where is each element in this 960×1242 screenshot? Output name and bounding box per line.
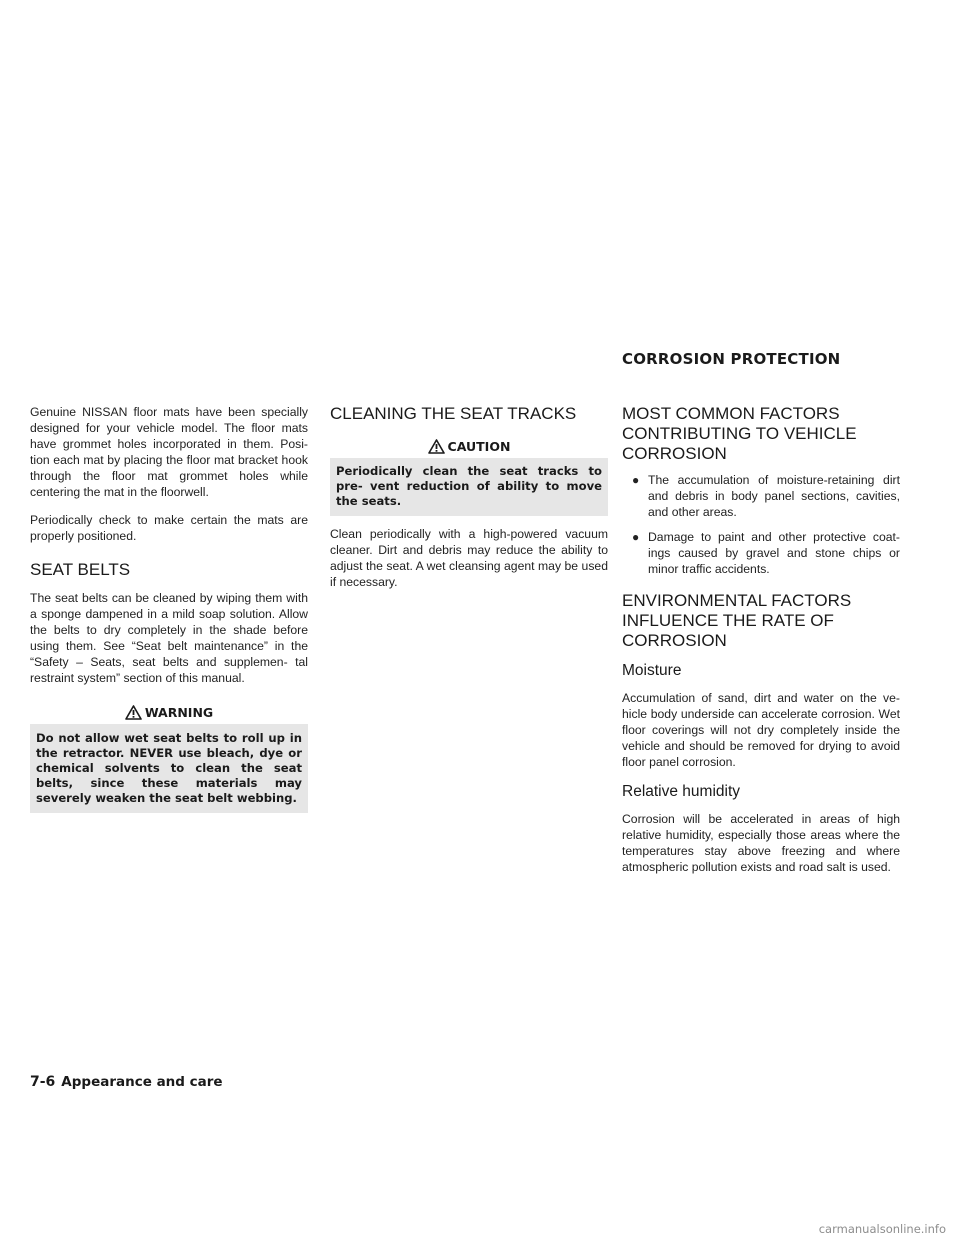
moisture-paragraph: Accumulation of sand, dirt and water on the ve- hicle body underside can accelerate corrosion. Wet floor coverings will not dry completely inside the vehicle and should be removed for drying to avoid floor panel corrosion. <box>622 691 900 769</box>
list-item-text: The accumulation of moisture-retaining dirt and debris in body panel sections, cavities, and other areas. <box>648 473 900 519</box>
caution-box <box>330 436 608 516</box>
caution-label: CAUTION <box>447 439 511 454</box>
column-right <box>622 404 900 887</box>
warning-triangle-icon <box>125 705 142 720</box>
humidity-heading: Relative humidity <box>622 783 741 800</box>
seat-tracks-heading: CLEANING THE SEAT TRACKS <box>330 404 577 423</box>
list-item <box>622 529 900 577</box>
column-middle <box>330 404 608 602</box>
floor-mats-paragraph: Genuine NISSAN floor mats have been specially designed for your vehicle model. The floor mats have grommet holes incorporated in them. Posi- tion each mat by placing the floor mat bracket hook through the floor mat grommet holes while centering the mat in the floorwell. <box>30 405 308 499</box>
section-title: CORROSION PROTECTION <box>622 350 841 368</box>
bullet-icon: ● <box>632 473 640 487</box>
moisture-heading: Moisture <box>622 662 682 679</box>
column-left <box>30 404 308 823</box>
warning-box <box>30 702 308 813</box>
list-item <box>622 472 900 520</box>
caution-header <box>330 436 608 458</box>
warning-label: WARNING <box>144 705 214 720</box>
list-item-text: Damage to paint and other protective coat- ings caused by gravel and stone chips or minor traffic accidents. <box>648 530 900 576</box>
common-factors-heading: MOST COMMON FACTORS CONTRIBUTING TO VEHICLE CORROSION <box>622 404 857 463</box>
warning-header <box>30 702 308 725</box>
seat-belts-paragraph: The seat belts can be cleaned by wiping them with a sponge dampened in a mild soap solution. Allow the belts to dry completely in the shade before using them. See “Seat belt maintenance” in the “Safety – Seats, seat belts and supplemen- tal restraint system” section of this manual. <box>30 591 308 685</box>
warning-text: Do not allow wet seat belts to roll up in the retractor. NEVER use bleach, dye or chemical solvents to clean the seat belts, since these materials may severely weaken the seat belt webbing. <box>36 731 302 805</box>
humidity-paragraph: Corrosion will be accelerated in areas of high relative humidity, especially those areas where the temperatures stay above freezing and where atmospheric pollution exists and road salt is used. <box>622 812 900 874</box>
environmental-factors-heading: ENVIRONMENTAL FACTORS INFLUENCE THE RATE OF CORROSION <box>622 591 852 650</box>
factors-list <box>622 472 900 577</box>
page-number: 7-6 <box>30 1074 56 1090</box>
warning-triangle-icon <box>428 439 445 454</box>
watermark: carmanualsonline.info <box>818 1222 946 1236</box>
chapter-title: Appearance and care <box>61 1074 223 1090</box>
floor-mats-check-paragraph: Periodically check to make certain the mats are properly positioned. <box>30 513 308 543</box>
bullet-icon: ● <box>632 530 640 544</box>
caution-text: Periodically clean the seat tracks to pre- vent reduction of ability to move the seats. <box>336 464 602 508</box>
seat-tracks-paragraph: Clean periodically with a high-powered vacuum cleaner. Dirt and debris may reduce the ability to adjust the seat. A wet cleansing agent may be used if necessary. <box>330 527 608 589</box>
seat-belts-heading: SEAT BELTS <box>30 560 131 579</box>
page-footer <box>30 1074 223 1090</box>
